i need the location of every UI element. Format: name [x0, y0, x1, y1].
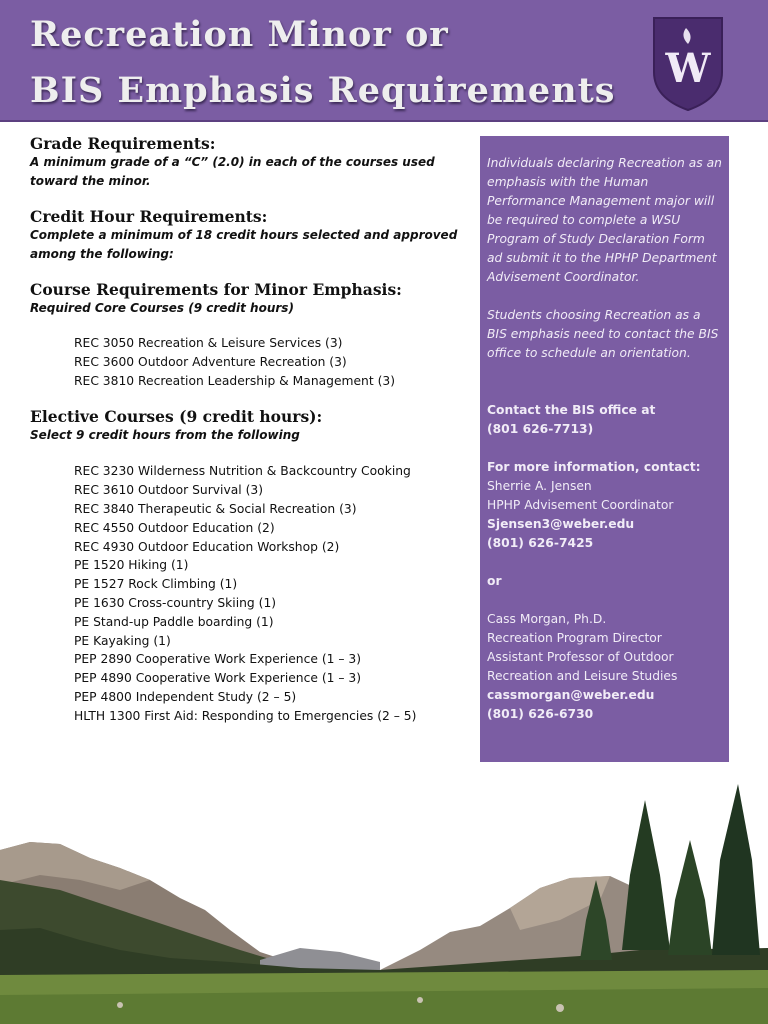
- elective-courses-heading: Elective Courses (9 credit hours):: [30, 407, 323, 427]
- contact2-email-link[interactable]: cassmorgan@weber.edu: [487, 688, 655, 702]
- list-item: PEP 2890 Cooperative Work Experience (1 – 3): [74, 652, 362, 667]
- page-title-line-1: Recreation Minor or: [30, 14, 449, 55]
- list-item: PEP 4890 Cooperative Work Experience (1 – 3): [74, 671, 362, 686]
- list-item: REC 3610 Outdoor Survival (3): [74, 483, 264, 498]
- core-course-list: [30, 334, 460, 390]
- credit-hour-requirements-text: Complete a minimum of 18 credit hours selected and approved among the following:: [30, 228, 458, 261]
- list-item: PEP 4800 Independent Study (2 – 5): [74, 689, 297, 704]
- contact1-title: HPHP Advisement Coordinator: [487, 498, 674, 512]
- list-item: REC 3600 Outdoor Adventure Recreation (3): [74, 354, 347, 369]
- bis-phone: (801 626-7713): [487, 422, 594, 436]
- contact1-phone: (801) 626-7425: [487, 536, 594, 550]
- contact2-name: Cass Morgan, Ph.D.: [487, 612, 607, 626]
- mountain-meadow-photo: [0, 780, 768, 1024]
- bis-orientation-note: Students choosing Recreation as a BIS emphasis need to contact the BIS office to schedule an orientation.: [487, 308, 719, 360]
- contact2-title-3: Recreation and Leisure Studies: [487, 669, 678, 683]
- list-item: PE Kayaking (1): [74, 633, 171, 648]
- grade-requirements-text: A minimum grade of a “C” (2.0) in each of the courses used toward the minor.: [30, 155, 435, 188]
- list-item: REC 4930 Outdoor Education Workshop (2): [74, 539, 340, 554]
- list-item: REC 3810 Recreation Leadership & Management (3): [74, 373, 396, 388]
- contact2-title-1: Recreation Program Director: [487, 631, 662, 645]
- declaration-note: Individuals declaring Recreation as an emphasis with the Human Performance Management major will be required to complete a WSU Program of Study Declaration Form ad submit it to the HPHP Department Advisement Coordinator.: [487, 156, 722, 284]
- credit-hour-requirements-heading: Credit Hour Requirements:: [30, 207, 268, 226]
- course-requirements-heading: Course Requirements for Minor Emphasis:: [30, 280, 402, 299]
- list-item: PE 1527 Rock Climbing (1): [74, 577, 238, 592]
- page-title-line-2: BIS Emphasis Requirements: [30, 70, 616, 111]
- elective-course-list: [30, 462, 460, 725]
- logo-letter: W: [665, 45, 711, 92]
- list-item: REC 3840 Therapeutic & Social Recreation (3): [74, 501, 357, 516]
- requirements-column: [30, 134, 460, 726]
- list-item: REC 3230 Wilderness Nutrition & Backcountry Cooking: [74, 464, 411, 479]
- core-courses-subheading: Required Core Courses (9 credit hours): [30, 301, 294, 315]
- more-info-label: For more information, contact:: [487, 460, 701, 474]
- list-item: REC 4550 Outdoor Education (2): [74, 520, 275, 535]
- contact2-title-2: Assistant Professor of Outdoor: [487, 650, 674, 664]
- or-separator: or: [487, 574, 502, 588]
- list-item: PE 1630 Cross-country Skiing (1): [74, 595, 277, 610]
- contact2-phone: (801) 626-6730: [487, 707, 594, 721]
- bis-contact-label: Contact the BIS office at: [487, 403, 656, 417]
- contact1-email-link[interactable]: Sjensen3@weber.edu: [487, 517, 635, 531]
- header-banner: [0, 0, 768, 122]
- list-item: REC 3050 Recreation & Leisure Services (3): [74, 336, 343, 350]
- list-item: PE 1520 Hiking (1): [74, 558, 189, 573]
- list-item: HLTH 1300 First Aid: Responding to Emergencies (2 – 5): [74, 708, 417, 723]
- list-item: PE Stand-up Paddle boarding (1): [74, 614, 274, 629]
- weber-state-shield-logo: [650, 14, 726, 112]
- info-sidebar: [480, 136, 729, 762]
- contact1-name: Sherrie A. Jensen: [487, 479, 592, 493]
- elective-courses-subheading: Select 9 credit hours from the following: [30, 428, 300, 443]
- grade-requirements-heading: Grade Requirements:: [30, 134, 216, 153]
